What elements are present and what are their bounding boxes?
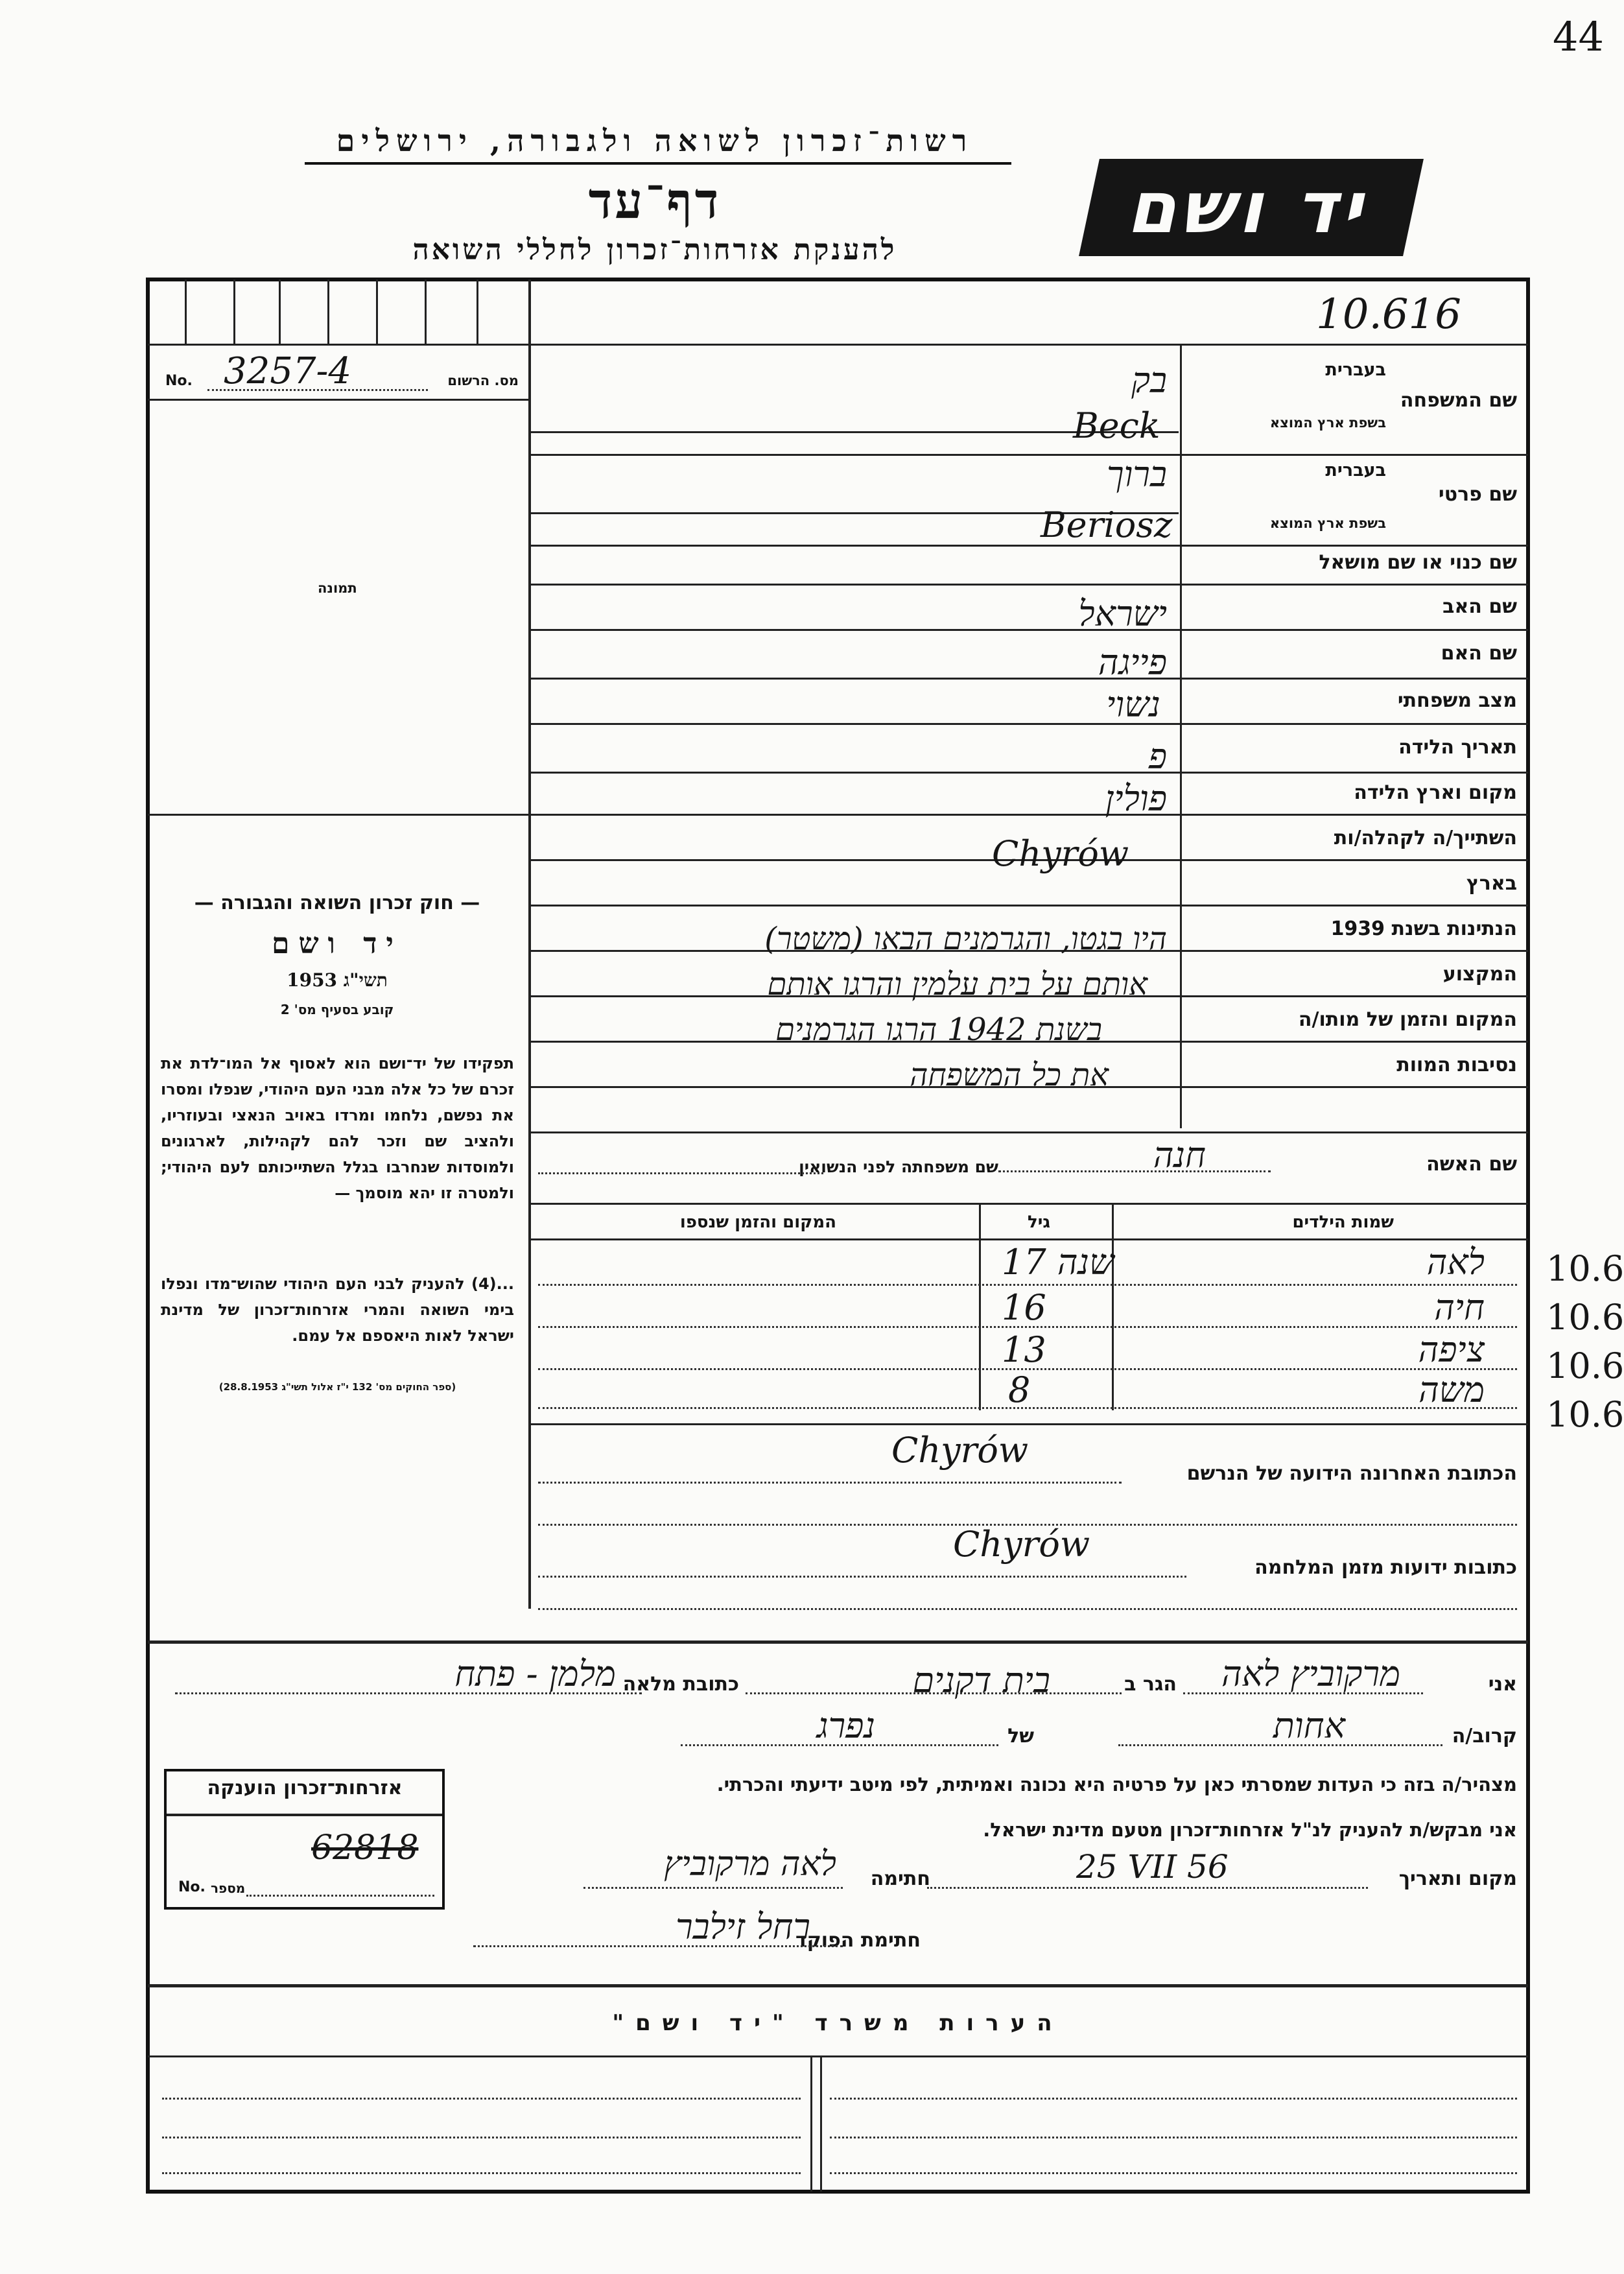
- marital-value: נשוי: [1106, 684, 1160, 725]
- law-source: (ספר החוקים מס' 132 י"ז אלול תשי"ג 28.8.1953): [218, 1381, 456, 1393]
- citizenship-number: 62818: [311, 1829, 419, 1867]
- reg-no-label: מס. הרשום: [447, 373, 519, 388]
- page-number: 10.616: [1316, 290, 1461, 338]
- officer-signature-label: חתימת הפוקד: [795, 1929, 921, 1952]
- death-place-label: המקום והזמן של מותו/ה: [1298, 1008, 1517, 1031]
- request-text: אני מבקש/ת להעניק לנ"ל אזרחות־זכרון מטעם מדינת ישראל.: [983, 1819, 1517, 1841]
- child-age-4: 8: [1008, 1369, 1031, 1410]
- last-address-value: Chyrów: [891, 1430, 1029, 1471]
- signature-label: חתימה: [870, 1867, 930, 1890]
- community-value-2: Chyrów: [992, 833, 1129, 874]
- country-label: בארץ: [1466, 872, 1517, 895]
- yad-vashem-logo: יד ושם: [1079, 159, 1424, 256]
- death-circ-value: את כל המשפחה: [910, 1057, 1109, 1093]
- community-value-1: פולין: [1105, 778, 1167, 819]
- citizenship-box-title: אזרחות־זכרון הוענקה: [207, 1777, 403, 1799]
- wife-label: שם האשה: [1426, 1153, 1517, 1176]
- photo-area: [162, 409, 515, 807]
- surname-hebrew-value: בק: [1131, 360, 1167, 401]
- law-year: תשי"ג 1953: [287, 969, 388, 991]
- resides-label: הגר ב: [1124, 1673, 1177, 1696]
- resides-value: בית דקנים: [912, 1660, 1050, 1701]
- mother-value: פייגה: [1098, 642, 1167, 683]
- officer-signature-value: רחל זילבר: [676, 1906, 810, 1947]
- first-name-hebrew-value: ברוך: [1107, 454, 1167, 495]
- children-names-header: שמות הילדים: [1292, 1213, 1394, 1232]
- child-age-3: 13: [1002, 1329, 1046, 1370]
- war-address-value: Chyrów: [953, 1524, 1090, 1565]
- first-name-label: שם פרטי: [1438, 483, 1517, 506]
- surname-native-value: Beck: [1073, 405, 1160, 446]
- of-label: של: [1007, 1725, 1034, 1747]
- birthplace-value: פ: [1148, 736, 1167, 777]
- corner-mark: 44: [1553, 13, 1604, 60]
- declarant-name: מרקוביץ לאה: [1221, 1653, 1400, 1694]
- declarant-i-label: אני: [1488, 1673, 1517, 1696]
- photo-label: תמונה: [318, 580, 357, 596]
- citizenship-number-label: מספר: [211, 1880, 246, 1896]
- law-text-2: ...(4) להעניק לבני העם היהודי שהוש־מדו ונפלו בימי השואה והמרי אזרחות־זכרון של מדינת ישראל לאות היאספם אל עמם.: [161, 1275, 514, 1345]
- law-name: יד ושם: [272, 927, 403, 960]
- birthdate-label: תאריך הלידה: [1398, 736, 1517, 759]
- child-name-4: משה: [1418, 1369, 1485, 1410]
- margin-number-2: 10.6: [1546, 1297, 1624, 1338]
- wife-value: חנה: [1153, 1135, 1206, 1176]
- margin-number-4: 10.6: [1546, 1394, 1624, 1435]
- children-place-header: המקום והזמן שנספו: [679, 1213, 836, 1232]
- occupation-label: המקצוע: [1442, 963, 1517, 986]
- mother-label: שם האם: [1441, 642, 1517, 665]
- margin-number-1: 10.6: [1546, 1248, 1624, 1289]
- margin-number-3: 10.6: [1546, 1345, 1624, 1386]
- reg-no-value: 3257-4: [224, 350, 352, 392]
- form-title: דף־עד: [588, 172, 722, 230]
- first-name-native-sub: בשפת ארץ המוצא: [1269, 515, 1386, 531]
- citizenship-no-prefix: No.: [178, 1879, 206, 1895]
- signature-value: לאה מרקוביץ: [664, 1845, 836, 1884]
- place-date-value: 25 VII 56: [1076, 1848, 1229, 1886]
- status1939-label: הנתינות בשנת 1939: [1330, 918, 1517, 940]
- children-age-header: גיל: [1027, 1213, 1050, 1232]
- child-name-1: לאה: [1426, 1242, 1485, 1283]
- status1939-value: היו בגטו, והגרמנים הבאו (משטר): [764, 921, 1167, 957]
- surname-native-sub: בשפת ארץ המוצא: [1269, 415, 1386, 431]
- relation-value: אחות: [1273, 1705, 1345, 1746]
- child-name-2: חיה: [1434, 1287, 1485, 1328]
- death-place-value: בשנת 1942 הרגו הגרמנים: [775, 1012, 1102, 1048]
- place-date-label: מקום ותאריך: [1398, 1867, 1517, 1890]
- law-clause: קובע בסעיף מס' 2: [280, 1002, 394, 1017]
- community-label: השתייך/ה לקהלה/ות: [1334, 827, 1517, 849]
- child-name-3: ציפה: [1418, 1329, 1485, 1370]
- child-age-1: 17 שנה: [1002, 1242, 1114, 1283]
- father-value: ישראל: [1078, 593, 1167, 634]
- wife-maiden-label: שם משפחתה לפני הנשואין: [799, 1157, 998, 1176]
- form-subtitle: להענקת אזרחות־זכרון לחללי השואה: [412, 233, 897, 266]
- father-label: שם האב: [1442, 595, 1517, 618]
- occupation-value: אותם על בית עלמין והרגו אותם: [767, 966, 1147, 1002]
- death-circ-label: נסיבות המוות: [1396, 1054, 1517, 1076]
- child-age-2: 16: [1002, 1287, 1046, 1328]
- notes-title: הערות משרד "יד ושם": [612, 2010, 1064, 2036]
- surname-hebrew-sub: בעברית: [1325, 360, 1386, 380]
- address-label: כתובת מלאה: [622, 1673, 739, 1696]
- authority-title: רשות־זכרון לשואה ולגבורה, ירושלים: [336, 123, 974, 158]
- law-text-1: תפקידו של יד־ושם הוא לאסוף אל המו־לדת את זכרם של כל אלה מבני העם היהודי, שנפלו ומסרו את נפשם, נלחמו ומרדו באויב הנאצי ובעוזריו, ולהציב שם וזכר להם לקהילות, לארגונים ולמוסדות שנחרבו בגלל השתייכותם לעם היהודי; ולמטרה זו יהא מוסמך —: [161, 1054, 514, 1202]
- reg-no-prefix: No.: [165, 373, 193, 389]
- address-value: מלמן - פתח: [454, 1653, 616, 1694]
- header-underline: [305, 162, 1011, 165]
- surname-label: שם המשפחה: [1400, 389, 1517, 412]
- declaration-text: מצהיר/ה בזה כי העדות שמסרתי כאן על פרטיה היא נכונה ואמיתית, לפי מיטב ידיעתי והכרתי.: [716, 1773, 1517, 1795]
- marital-label: מצב משפחתי: [1397, 689, 1517, 712]
- last-address-label: הכתובת האחרונה הידועה של הנרשם: [1186, 1462, 1517, 1485]
- relative-label: קרוב/ה: [1452, 1725, 1517, 1747]
- birthplace-label: מקום וארץ הלידה: [1354, 781, 1517, 804]
- nickname-label: שם כנוי או שם מושאל: [1319, 551, 1517, 574]
- of-value: נפרג: [816, 1705, 875, 1746]
- first-name-hebrew-sub: בעברית: [1325, 460, 1386, 480]
- law-title: — חוק זכרון השואה והגבורה —: [194, 892, 480, 914]
- first-name-native-value: Beriosz: [1041, 504, 1173, 545]
- war-address-label: כתובות ידועות מזמן המלחמה: [1254, 1556, 1517, 1579]
